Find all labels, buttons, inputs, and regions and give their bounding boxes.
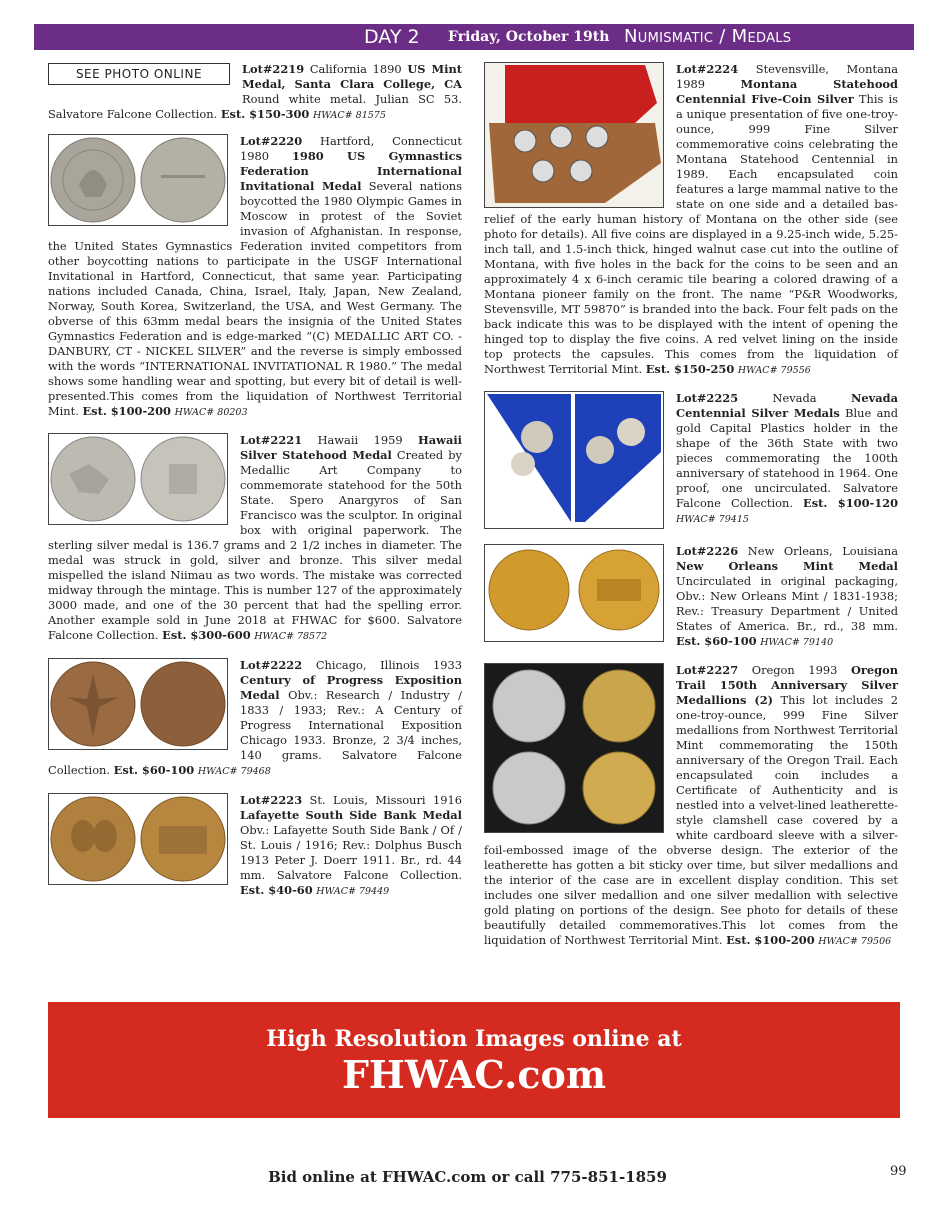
lot-number: Lot#2219 xyxy=(242,62,305,76)
lot-2227 xyxy=(484,663,898,949)
lot-title: Oregon Trail 150th Anniversary Silver Medallions (2) xyxy=(676,663,898,707)
lot-ref: HWAC# 79468 xyxy=(197,766,271,777)
promo-banner[interactable] xyxy=(48,1002,900,1118)
lot-photo-nevada-holder[interactable] xyxy=(484,391,664,529)
lot-estimate: Est. $60-100 xyxy=(113,763,195,777)
lot-estimate: Est. $100-200 xyxy=(82,404,171,418)
lot-2223 xyxy=(48,793,462,899)
lot-title: Nevada Centennial Silver Medals xyxy=(676,391,898,420)
lot-number: Lot#2220 xyxy=(240,134,303,148)
lot-number: Lot#2221 xyxy=(240,433,303,447)
lot-2224 xyxy=(484,62,898,378)
lot-description: Obv.: Lafayette South Side Bank / Of / St. Louis / 1916; Rev.: Dolphus Busch 1913 Peter J. Doerr 1911. Br., rd. 44 mm. Salvatore Falcone Collection. xyxy=(240,823,462,882)
lot-ref: HWAC# 80203 xyxy=(174,407,248,418)
lot-ref: HWAC# 79140 xyxy=(760,637,834,648)
lot-2225 xyxy=(484,391,898,533)
lot-title: 1980 US Gymnastics Federation International Invitational Medal xyxy=(240,149,462,193)
lot-estimate: Est. $100-200 xyxy=(726,933,815,947)
lot-number: Lot#2226 xyxy=(676,544,739,558)
lot-2222 xyxy=(48,658,462,779)
lot-place: Hartford, Connecticut 1980 xyxy=(240,134,462,163)
lot-description: Round white metal. Julian SC 53. Salvatore Falcone Collection. xyxy=(48,92,462,121)
page-number: 99 xyxy=(890,1164,907,1179)
lot-2220 xyxy=(48,134,462,420)
header-day: DAY 2 xyxy=(364,26,420,48)
lot-description: This lot includes 2 one-troy-ounce, 999 Fine Silver medallions from Northwest Territorial Mint commemorating the 150th anniversary of the Oregon Trail. Each encapsulated coin includes a Certificate of Authenticity and is nestled into a velvet-lined leatherette-style clamshell case covered by a white cardboard sleeve with a silver-foil-embossed image of the obverse design. The exterior of the leatherette has gotten a bit sticky over time, but silver medallions and the interior of the case are in excellent display condition. This set includes one silver medallion and one silver medallion with selective gold plating on portions of the design. See photo for details of these beautifully detailed commemoratives.This lot comes from the liquidation of Northwest Territorial Mint. xyxy=(484,693,898,947)
lot-photo-oregon-trail-medallions[interactable] xyxy=(484,663,664,833)
lot-photo-hawaii-medal[interactable] xyxy=(48,433,228,525)
lot-photo-new-orleans-medal[interactable] xyxy=(484,544,664,642)
lot-number: Lot#2222 xyxy=(240,658,303,672)
lot-description: Uncirculated in original packaging, Obv.: New Orleans Mint / 1831-1938; Rev.: Treasury Department / United States of America. Br., rd., 38 mm. xyxy=(676,574,898,633)
lot-number: Lot#2223 xyxy=(240,793,303,807)
lot-description: Created by Medallic Art Company to commemorate statehood for the 50th State. Spero Anargyros of San Francisco was the sculptor. In original box with original paperwork. The sterling silver medal is 136.7 grams and 2 1/2 inches in diameter. The medal was struck in gold, silver and bronze. This silver medal mispelled the island Niimau as two words. The mistake was corrected midway through the mintage. This is number 127 of the approximately 3000 made, and one of the 30 percent that had the spelling error. Another example sold in June 2018 at FHWAC for $600. Salvatore Falcone Collection. xyxy=(48,448,462,642)
lot-description: Blue and gold Capital Plastics holder in the shape of the 36th State with two pieces commemorating the 100th anniversary of statehood in 1964. One proof, one uncirculated. Salvatore Falcone Collection. xyxy=(676,406,898,510)
lot-ref: HWAC# 81575 xyxy=(312,110,386,121)
lot-estimate: Est. $150-250 xyxy=(645,362,735,376)
lot-ref: HWAC# 79449 xyxy=(316,886,390,897)
banner-line-1: High Resolution Images online at xyxy=(266,1026,682,1052)
lot-title: Hawaii Silver Statehood Medal xyxy=(240,433,462,462)
lot-estimate: Est. $150-300 xyxy=(220,107,310,121)
lot-place: California 1890 xyxy=(304,62,408,76)
lot-description: Obv.: Research / Industry / 1833 / 1933; Rev.: A Century of Progress International Exposition Chicago 1933. Bronze, 2 3/4 inches, 140 grams. Salvatore Falcone Collection. xyxy=(48,688,462,777)
header-date: Friday, October 19th xyxy=(448,29,610,45)
lot-2219 xyxy=(48,62,462,123)
lot-place: New Orleans, Louisiana xyxy=(738,544,898,558)
page-header-bar xyxy=(34,24,914,50)
lot-title: Lafayette South Side Bank Medal xyxy=(240,808,462,822)
banner-website[interactable]: FHWAC.com xyxy=(341,1052,607,1097)
lot-number: Lot#2227 xyxy=(676,663,739,677)
lot-estimate: Est. $60-100 xyxy=(676,634,757,648)
footer-bid-info: Bid online at FHWAC.com or call 775-851-1859 xyxy=(268,1168,667,1186)
lot-ref: HWAC# 79506 xyxy=(818,936,892,947)
lot-place: Chicago, Illinois 1933 xyxy=(302,658,462,672)
lot-photo-gymnastics-medal[interactable] xyxy=(48,134,228,226)
lot-ref: HWAC# 79415 xyxy=(676,514,749,525)
lot-description: Several nations boycotted the 1980 Olympic Games in Moscow in protest of the Soviet invasion of Afghanistan. In response, the United States Gymnastics Federation invited competitors from other boycotting nations to participate in the USGF International Invitational in Hartford, Connecticut, that same year. Participating nations included Canada, China, Israel, Italy, Japan, New Zealand, Norway, South Korea, Switzerland, the USA, and West Germany. The obverse of this 63mm medal bears the insignia of the United States Gymnastics Federation and is edge-marked “(C) MEDALLIC ART CO. - DANBURY, CT - NICKEL SILVER” and the reverse is simply embossed with the words “INTERNATIONAL INVITATIONAL R 1980.” The medal shows some handling wear and spotting, but every bit of detail is well-presented.This comes from the liquidation of Northwest Territorial Mint. xyxy=(48,179,462,418)
lot-ref: HWAC# 79556 xyxy=(737,365,811,376)
lot-place: Stevensville, Montana 1989 xyxy=(676,62,898,91)
lot-place: Hawaii 1959 xyxy=(302,433,419,447)
lot-photo-lafayette-bank-medal[interactable] xyxy=(48,793,228,885)
lot-2226 xyxy=(484,544,898,650)
lot-title: US Mint Medal, Santa Clara College, CA xyxy=(242,62,462,91)
lot-estimate: Est. $300-600 xyxy=(162,628,251,642)
lot-title: Century of Progress Exposition Medal xyxy=(240,673,462,702)
header-category: Numismatic / Medals xyxy=(624,26,792,47)
lot-ref: HWAC# 78572 xyxy=(254,631,328,642)
lot-estimate: Est. $40-60 xyxy=(240,883,313,897)
see-photo-online-box[interactable]: SEE PHOTO ONLINE xyxy=(48,63,230,85)
lot-photo-century-progress-medal[interactable] xyxy=(48,658,228,750)
lot-description: This is a unique presentation of five one-troy-ounce, 999 Fine Silver commemorative coins celebrating the Montana Statehood Centennial in 1989. Each encapsulated coin features a large mammal native to the state on one side and a detailed bas-relief of the early human history of Montana on the other side (see photo for details). All five coins are displayed in a 9.25-inch wide, 5.25-inch tall, and 1.5-inch thick, hinged walnut case cut into the outline of Montana, with five holes in the back for the coins to be seen and an approximately 4 x 6-inch ceramic tile bearing a colored drawing of a Montana pioneer family on the front. The name “P&R Woodworks, Stevensville, MT 59870” is branded into the back. Four felt pads on the back indicate this was to be displayed with the intent of opening the hinged top to display the five coins. A red velvet lining on the inside top protects the capsules. This comes from the liquidation of Northwest Territorial Mint. xyxy=(484,92,898,376)
lot-number: Lot#2225 xyxy=(676,391,739,405)
lot-estimate: Est. $100-120 xyxy=(803,496,898,510)
lot-place: Oregon 1993 xyxy=(738,663,851,677)
lot-number: Lot#2224 xyxy=(676,62,739,76)
lot-place: Nevada xyxy=(738,391,851,405)
lot-place: St. Louis, Missouri 1916 xyxy=(302,793,462,807)
lot-title: Montana Statehood Centennial Five-Coin Silver xyxy=(676,77,898,106)
lot-title: New Orleans Mint Medal xyxy=(676,559,898,573)
lot-2221 xyxy=(48,433,462,644)
lot-photo-montana-case[interactable] xyxy=(484,62,664,208)
